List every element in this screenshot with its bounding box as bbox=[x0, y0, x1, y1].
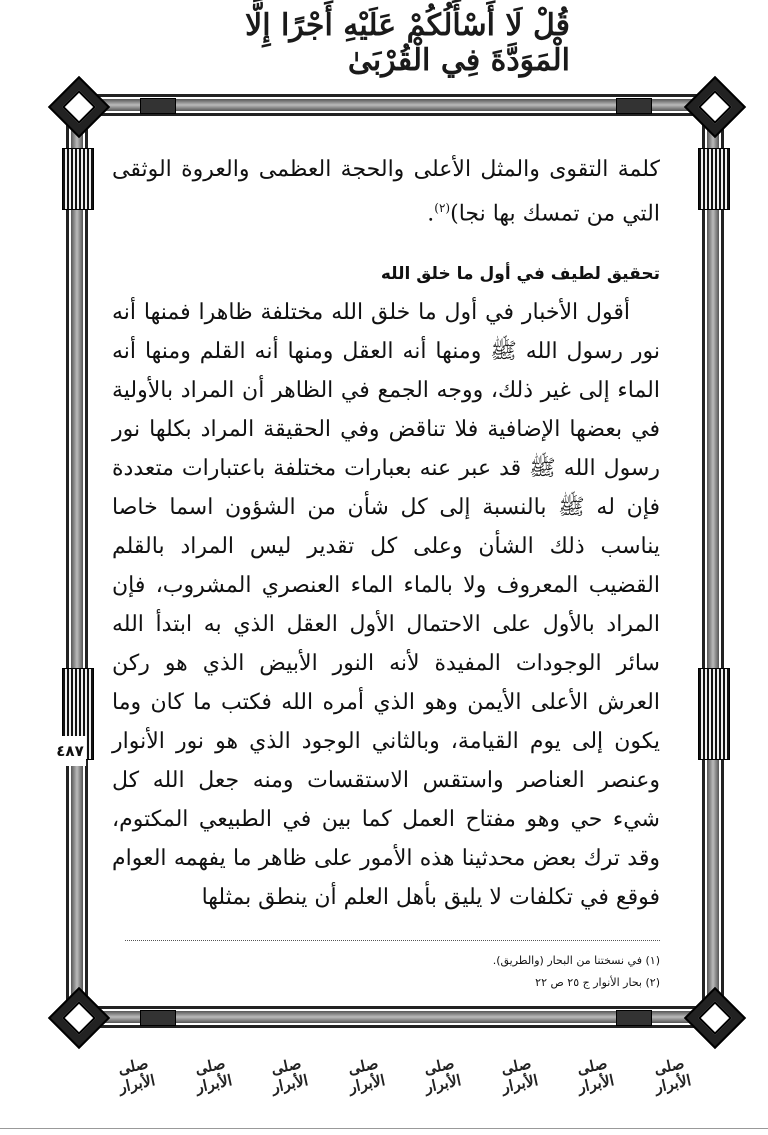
footnotes bbox=[130, 950, 660, 994]
frame-corner-bottom-left bbox=[47, 986, 107, 1046]
paragraph-intro-text: كلمة التقوى والمثل الأعلى والحجة العظمى والعروة الوثقى التي من تمسك بها نجا) bbox=[112, 157, 660, 227]
frame-corner-top-right bbox=[683, 75, 743, 135]
ornament-top-left-block bbox=[140, 98, 176, 114]
bottom-ornament: صلى الأبرار bbox=[269, 1054, 310, 1097]
page-number: ٤٨٧ bbox=[54, 736, 86, 766]
ornament-right-top bbox=[698, 148, 730, 210]
page-header-title: قُلْ لَا أَسْأَلُكُمْ عَلَيْهِ أَجْرًا إِلَّا الْمَوَدَّةَ فِي الْقُرْبَىٰ bbox=[200, 14, 570, 72]
bottom-ornament: صلى الأبرار bbox=[193, 1054, 234, 1097]
ornament-left-top bbox=[62, 148, 94, 210]
section-heading: تحقيق لطيف في أول ما خلق الله bbox=[380, 264, 660, 285]
footnote-2: (٢) بحار الأنوار ج ٢٥ ص ٢٢ bbox=[535, 976, 660, 989]
footnote-separator bbox=[125, 940, 660, 941]
frame-right-bar bbox=[702, 98, 724, 1018]
frame-left-bar bbox=[66, 98, 88, 1018]
paragraph-main: أقول الأخبار في أول ما خلق الله مختلفة ظاهرا فمنها أنه نور رسول الله ﷺ ومنها أنه العقل ومنها أنه القلم ومنها أنه الماء إلى غير ذلك، ووجه الجمع في الظاهر أن المراد بالأولية في بعضها الإضافية فلا تناقض وفي الحقيقة المراد بكلها نور رسول الله ﷺ قد عبر عنه بعبارات مختلفة باعتبارات متعددة فإن له ﷺ بالنسبة إلى كل شأن من الشؤون اسما خاصا يناسب ذلك الشأن وعلى كل تقدير ليس المراد بالقلم القضيب المعروف ولا بالماء الماء العنصري المشروب، فإن المراد بالأول على الاحتمال الأول العقل الذي به ابتدأ الله سائر الوجودات المفيدة لأنه النور الأبيض الذي هو ركن العرش الأعلى الأيمن وهو الذي أمره الله فكتب ما كان وما يكون إلى يوم القيامة، وبالثاني الوجود الذي هو نور الأنوار وعنصر العناصر واستقس الاستقسات ومنه جعل الله كل شيء حي وهو مفتاح العمل كما بين في الطبيعي المكتوم، وقد ترك بعض محدثينا هذه الأمور على ظاهر ما يفهمه العوام فوقع في تكلفات لا يليق بأهل العلم أن ينطق بمثلها bbox=[112, 300, 660, 911]
ornament-top-right-block bbox=[616, 98, 652, 114]
bottom-ornament-row bbox=[103, 1045, 703, 1105]
main-content bbox=[112, 150, 660, 917]
ornament-bottom-left-block bbox=[140, 1010, 176, 1026]
frame-corner-top-left bbox=[47, 75, 107, 135]
frame-corner-bottom-right bbox=[683, 986, 743, 1046]
bottom-ornament: صلى الأبرار bbox=[422, 1054, 463, 1097]
paragraph-intro-end: . bbox=[427, 201, 435, 227]
bottom-ornament: صلى الأبرار bbox=[116, 1054, 157, 1097]
bottom-ornament: صلى الأبرار bbox=[575, 1054, 617, 1097]
footnote-mark: (٢) bbox=[434, 201, 451, 215]
bottom-ornament: صلى الأبرار bbox=[499, 1054, 540, 1097]
footnote-1: (١) في نسختنا من البحار (والطريق). bbox=[492, 954, 660, 967]
page-bottom-line bbox=[0, 1128, 768, 1129]
bottom-ornament: صلى الأبرار bbox=[652, 1054, 693, 1097]
ornament-bottom-right-block bbox=[616, 1010, 652, 1026]
paragraph-intro bbox=[112, 150, 660, 233]
ornament-right-mid bbox=[698, 668, 730, 760]
bottom-ornament: صلى الأبرار bbox=[346, 1054, 387, 1097]
